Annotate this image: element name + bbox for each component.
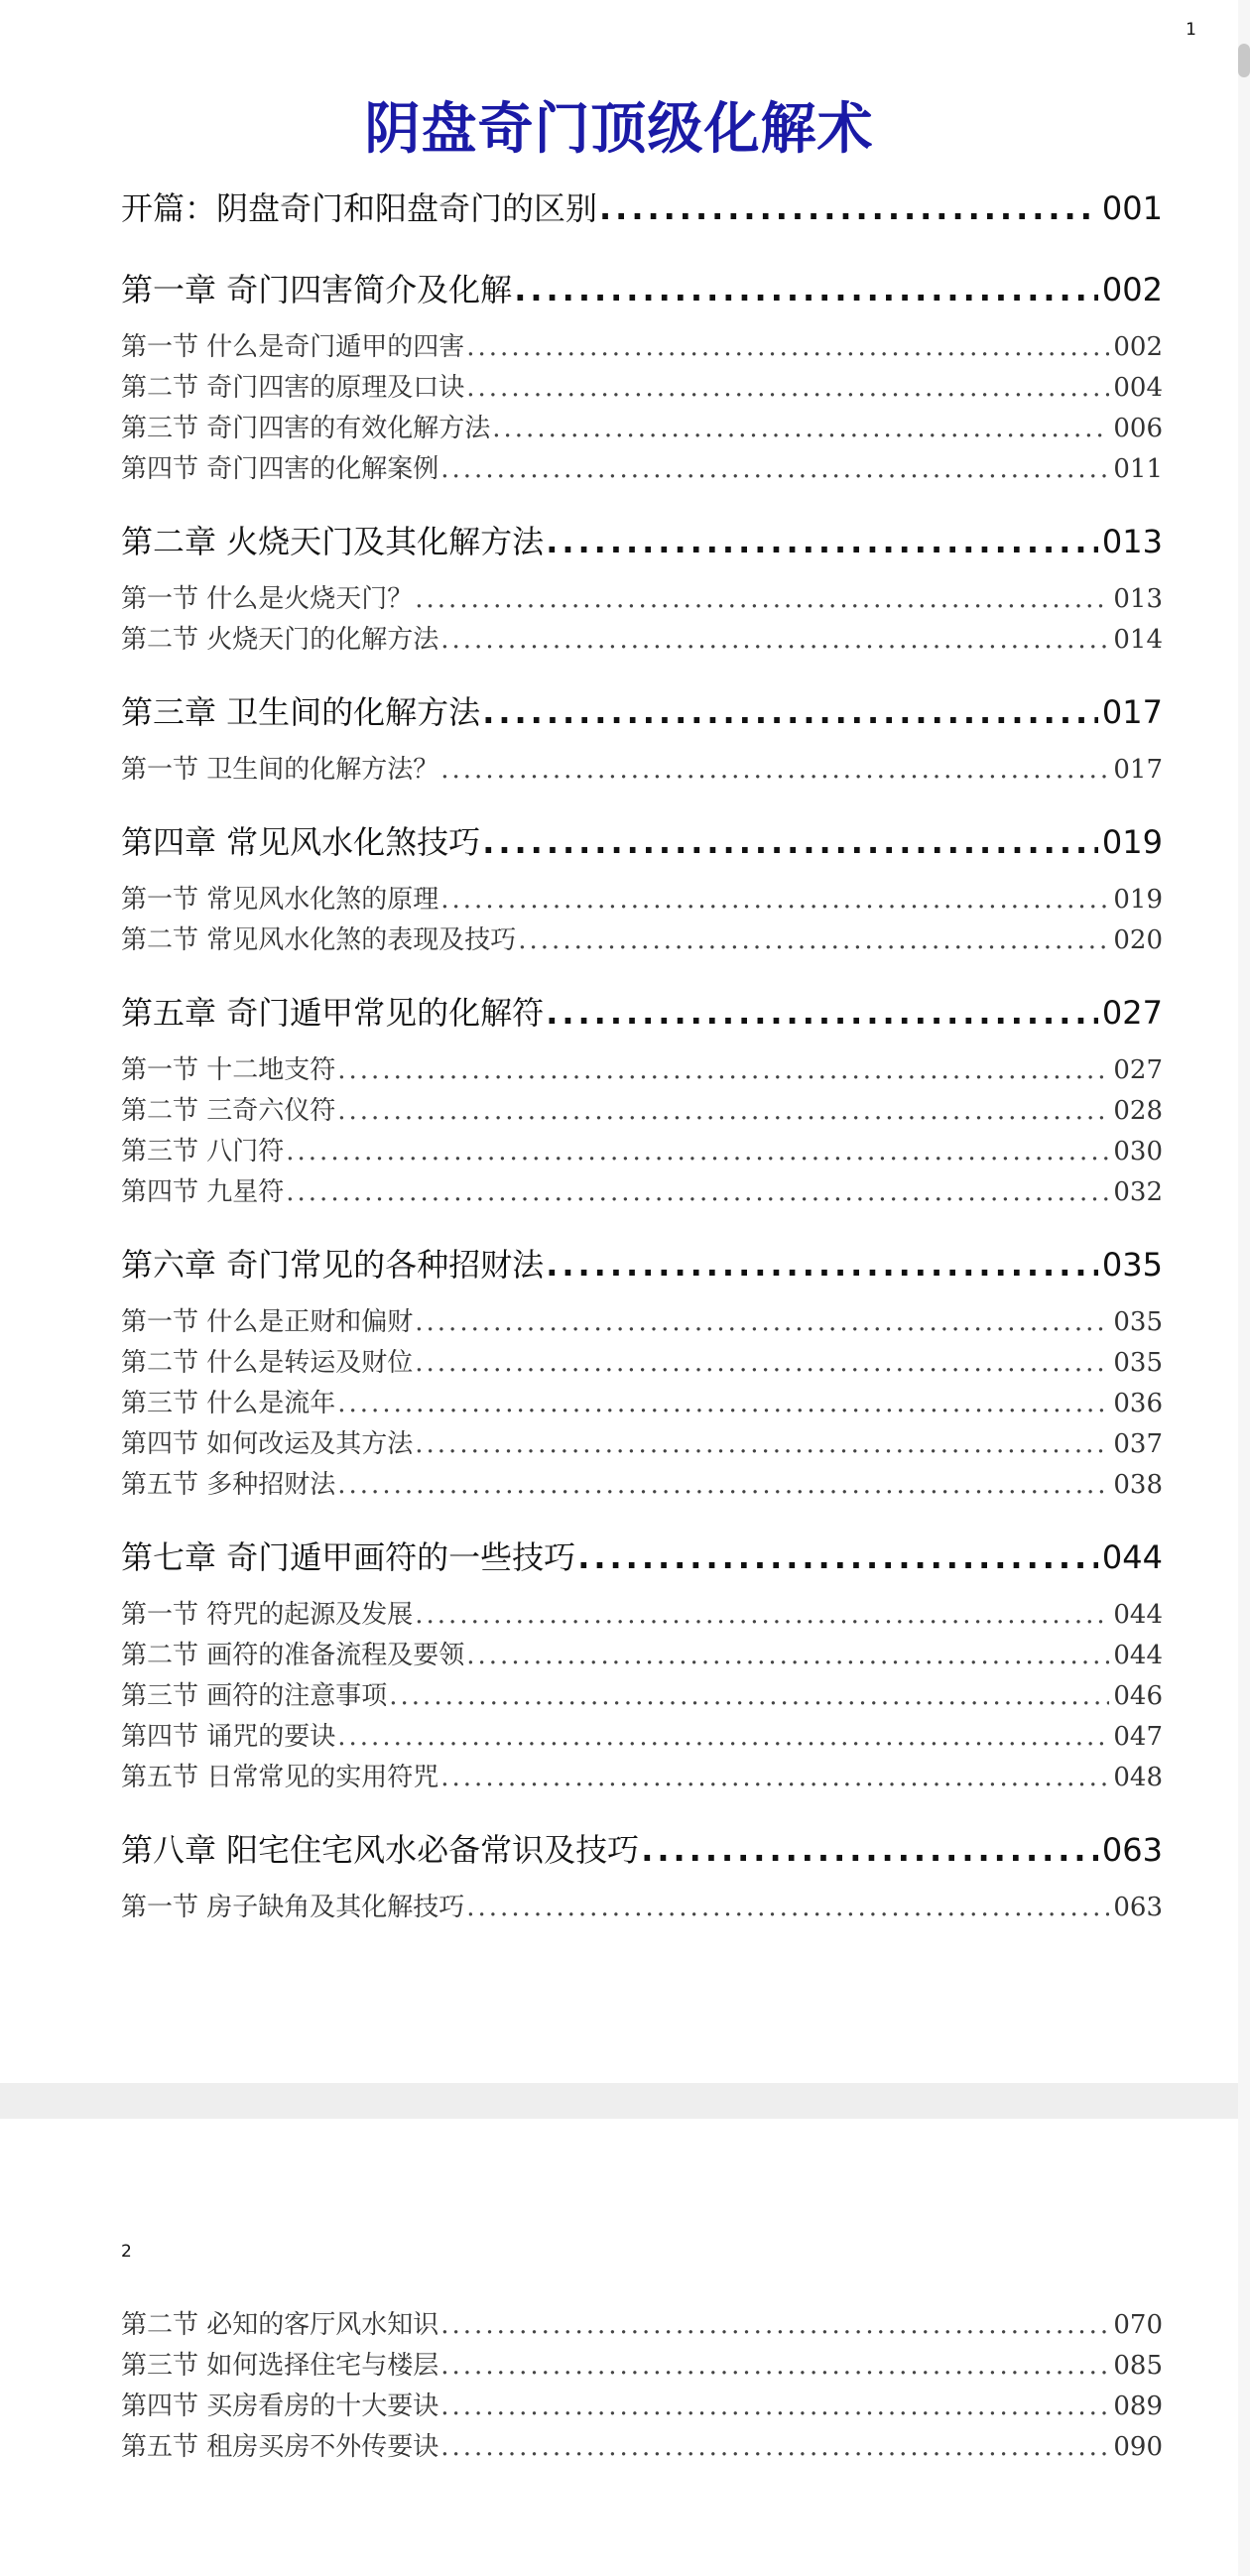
toc-entry-label: 第二节 奇门四害的原理及口诀 (121, 373, 465, 403)
toc-entry-page-number: 014 (1113, 625, 1163, 655)
toc-section-entry[interactable] (121, 1302, 1163, 1343)
toc-section-entry[interactable] (121, 1758, 1163, 1798)
toc-entry-label: 第三节 八门符 (121, 1137, 285, 1166)
toc-chapter-entry[interactable] (121, 512, 1163, 571)
dot-leader (546, 983, 1098, 1043)
toc-chapter-entry[interactable] (121, 1235, 1163, 1294)
toc-entry-page-number: 085 (1113, 2351, 1163, 2381)
toc-section-entry[interactable] (121, 579, 1163, 620)
toc-entry-label: 第五节 多种招财法 (121, 1470, 336, 1500)
toc-entry-page-number: 044 (1101, 1538, 1163, 1576)
toc-entry-page-number: 047 (1113, 1722, 1163, 1752)
dot-leader (440, 2387, 1109, 2427)
toc-section-entry[interactable] (121, 1172, 1163, 1213)
toc-entry-page-number: 063 (1101, 1831, 1163, 1869)
toc-entry-label: 第一节 什么是奇门遁甲的四害 (121, 332, 465, 362)
toc-entry-label: 第八章 阳宅住宅风水必备常识及技巧 (121, 1831, 640, 1869)
toc-entry-page-number: 044 (1113, 1641, 1163, 1670)
toc-section-entry[interactable] (121, 2427, 1163, 2468)
dot-leader (466, 368, 1109, 409)
toc-chapter-entry[interactable] (121, 983, 1163, 1043)
dot-leader (492, 409, 1109, 449)
toc-entry-page-number: 013 (1101, 523, 1163, 560)
toc-entry-page-number: 044 (1113, 1600, 1163, 1630)
toc-entry-page-number: 011 (1113, 454, 1163, 484)
toc-entry-page-number: 090 (1113, 2432, 1163, 2462)
document-page-2 (0, 2119, 1238, 2576)
toc-entry-label: 第四节 如何改运及其方法 (121, 1429, 414, 1459)
toc-section-entry[interactable] (121, 368, 1163, 409)
dot-leader (482, 812, 1098, 872)
toc-entry-label: 第一节 常见风水化煞的原理 (121, 885, 439, 915)
toc-section-entry[interactable] (121, 1050, 1163, 1091)
toc-entry-label: 第四节 奇门四害的化解案例 (121, 454, 439, 484)
toc-section-entry[interactable] (121, 2305, 1163, 2346)
dot-leader (641, 1820, 1098, 1880)
toc-entry-page-number: 063 (1113, 1893, 1163, 1922)
dot-leader (440, 750, 1109, 791)
toc-entry-page-number: 017 (1101, 693, 1163, 731)
toc-entry-page-number: 013 (1113, 584, 1163, 614)
toc-section-entry[interactable] (121, 2387, 1163, 2427)
toc-entry-label: 第四节 九星符 (121, 1177, 285, 1207)
toc-section-entry[interactable] (121, 1595, 1163, 1636)
toc-entry-label: 第四节 诵咒的要诀 (121, 1722, 336, 1752)
toc-section-entry[interactable] (121, 327, 1163, 368)
dot-leader (466, 1636, 1109, 1676)
toc-section-entry[interactable] (121, 620, 1163, 661)
toc-entry-page-number: 038 (1113, 1470, 1163, 1500)
toc-entry-label: 第二节 画符的准备流程及要领 (121, 1641, 465, 1670)
toc-section-entry[interactable] (121, 1132, 1163, 1172)
toc-section-entry[interactable] (121, 920, 1163, 961)
table-of-contents (121, 179, 1163, 1928)
toc-chapter-entry[interactable] (121, 812, 1163, 872)
toc-chapter-entry[interactable] (121, 1528, 1163, 1587)
page-number: 1 (1186, 20, 1196, 40)
toc-entry-label: 第三节 画符的注意事项 (121, 1681, 388, 1711)
toc-entry-label: 第一节 卫生间的化解方法？ (121, 755, 439, 785)
toc-chapter-entry[interactable] (121, 179, 1163, 238)
toc-entry-label: 第二节 什么是转运及财位 (121, 1348, 414, 1378)
toc-section-entry[interactable] (121, 1465, 1163, 1506)
dot-leader (466, 1888, 1109, 1928)
toc-entry-label: 第三节 什么是流年 (121, 1389, 336, 1418)
dot-leader (389, 1676, 1109, 1717)
toc-section-entry[interactable] (121, 1888, 1163, 1928)
toc-entry-label: 第一章 奇门四害简介及化解 (121, 271, 513, 308)
toc-entry-label: 第五章 奇门遁甲常见的化解符 (121, 994, 545, 1032)
toc-entry-page-number: 046 (1113, 1681, 1163, 1711)
dot-leader (577, 1528, 1098, 1587)
toc-entry-label: 第二节 常见风水化煞的表现及技巧 (121, 925, 517, 955)
toc-chapter-entry[interactable] (121, 682, 1163, 742)
dot-leader (415, 579, 1109, 620)
toc-entry-label: 第三节 如何选择住宅与楼层 (121, 2351, 439, 2381)
page-number: 2 (121, 2242, 132, 2262)
toc-entry-page-number: 048 (1113, 1763, 1163, 1792)
toc-entry-label: 第一节 符咒的起源及发展 (121, 1600, 414, 1630)
toc-entry-page-number: 028 (1113, 1096, 1163, 1126)
dot-leader (514, 260, 1098, 319)
toc-entry-page-number: 004 (1113, 373, 1163, 403)
toc-section-entry[interactable] (121, 449, 1163, 490)
toc-section-entry[interactable] (121, 1636, 1163, 1676)
toc-section-entry[interactable] (121, 750, 1163, 791)
dot-leader (415, 1424, 1109, 1465)
dot-leader (440, 2346, 1109, 2387)
document-title: 阴盘奇门顶级化解术 (364, 97, 874, 162)
toc-entry-label: 第二节 火烧天门的化解方法 (121, 625, 439, 655)
dot-leader (415, 1343, 1109, 1384)
scrollbar-thumb[interactable] (1238, 44, 1250, 77)
toc-entry-label: 第五节 日常常见的实用符咒 (121, 1763, 439, 1792)
toc-entry-label: 第六章 奇门常见的各种招财法 (121, 1246, 545, 1284)
toc-section-entry[interactable] (121, 409, 1163, 449)
dot-leader (440, 880, 1109, 920)
toc-entry-label: 第二章 火烧天门及其化解方法 (121, 523, 545, 560)
toc-entry-label: 第四节 买房看房的十大要诀 (121, 2392, 439, 2421)
dot-leader (415, 1595, 1109, 1636)
dot-leader (337, 1717, 1109, 1758)
toc-entry-page-number: 036 (1113, 1389, 1163, 1418)
toc-section-entry[interactable] (121, 2346, 1163, 2387)
toc-chapter-entry[interactable] (121, 260, 1163, 319)
toc-entry-label: 第一节 什么是火烧天门？ (121, 584, 414, 614)
dot-leader (286, 1172, 1109, 1213)
toc-entry-label: 第四章 常见风水化煞技巧 (121, 823, 481, 861)
dot-leader (440, 1758, 1109, 1798)
dot-leader (440, 2305, 1109, 2346)
toc-entry-label: 第二节 必知的客厅风水知识 (121, 2310, 439, 2340)
toc-entry-page-number: 035 (1113, 1348, 1163, 1378)
toc-section-entry[interactable] (121, 1676, 1163, 1717)
toc-entry-page-number: 030 (1113, 1137, 1163, 1166)
toc-entry-page-number: 035 (1101, 1246, 1163, 1284)
toc-entry-page-number: 032 (1113, 1177, 1163, 1207)
table-of-contents (121, 2305, 1163, 2468)
toc-entry-label: 第三节 奇门四害的有效化解方法 (121, 414, 491, 443)
toc-entry-label: 第三章 卫生间的化解方法 (121, 693, 481, 731)
toc-entry-page-number: 002 (1101, 271, 1163, 308)
toc-entry-page-number: 001 (1101, 189, 1163, 227)
toc-section-entry[interactable] (121, 880, 1163, 920)
dot-leader (518, 920, 1109, 961)
toc-entry-page-number: 002 (1113, 332, 1163, 362)
toc-entry-label: 开篇：阴盘奇门和阳盘奇门的区别 (121, 189, 598, 227)
toc-entry-page-number: 070 (1113, 2310, 1163, 2340)
dot-leader (546, 1235, 1098, 1294)
toc-entry-label: 第一节 十二地支符 (121, 1055, 336, 1085)
toc-entry-label: 第一节 房子缺角及其化解技巧 (121, 1893, 465, 1922)
dot-leader (546, 512, 1098, 571)
toc-entry-page-number: 037 (1113, 1429, 1163, 1459)
toc-entry-page-number: 089 (1113, 2392, 1163, 2421)
toc-entry-page-number: 020 (1113, 925, 1163, 955)
dot-leader (466, 327, 1109, 368)
dot-leader (337, 1384, 1109, 1424)
dot-leader (337, 1050, 1109, 1091)
toc-entry-page-number: 019 (1101, 823, 1163, 861)
toc-entry-label: 第二节 三奇六仪符 (121, 1096, 336, 1126)
dot-leader (482, 682, 1098, 742)
scrollbar-track[interactable] (1238, 0, 1250, 2576)
dot-leader (337, 1091, 1109, 1132)
toc-entry-page-number: 017 (1113, 755, 1163, 785)
toc-section-entry[interactable] (121, 1091, 1163, 1132)
toc-section-entry[interactable] (121, 1424, 1163, 1465)
toc-entry-page-number: 027 (1101, 994, 1163, 1032)
dot-leader (337, 1465, 1109, 1506)
toc-section-entry[interactable] (121, 1717, 1163, 1758)
toc-section-entry[interactable] (121, 1343, 1163, 1384)
toc-entry-label: 第七章 奇门遁甲画符的一些技巧 (121, 1538, 576, 1576)
toc-entry-page-number: 019 (1113, 885, 1163, 915)
toc-entry-label: 第一节 什么是正财和偏财 (121, 1307, 414, 1337)
toc-chapter-entry[interactable] (121, 1820, 1163, 1880)
dot-leader (599, 179, 1098, 238)
dot-leader (415, 1302, 1109, 1343)
dot-leader (286, 1132, 1109, 1172)
dot-leader (440, 449, 1109, 490)
toc-section-entry[interactable] (121, 1384, 1163, 1424)
toc-entry-page-number: 035 (1113, 1307, 1163, 1337)
toc-entry-page-number: 027 (1113, 1055, 1163, 1085)
dot-leader (440, 2427, 1109, 2468)
toc-entry-page-number: 006 (1113, 414, 1163, 443)
toc-entry-label: 第五节 租房买房不外传要诀 (121, 2432, 439, 2462)
dot-leader (440, 620, 1109, 661)
